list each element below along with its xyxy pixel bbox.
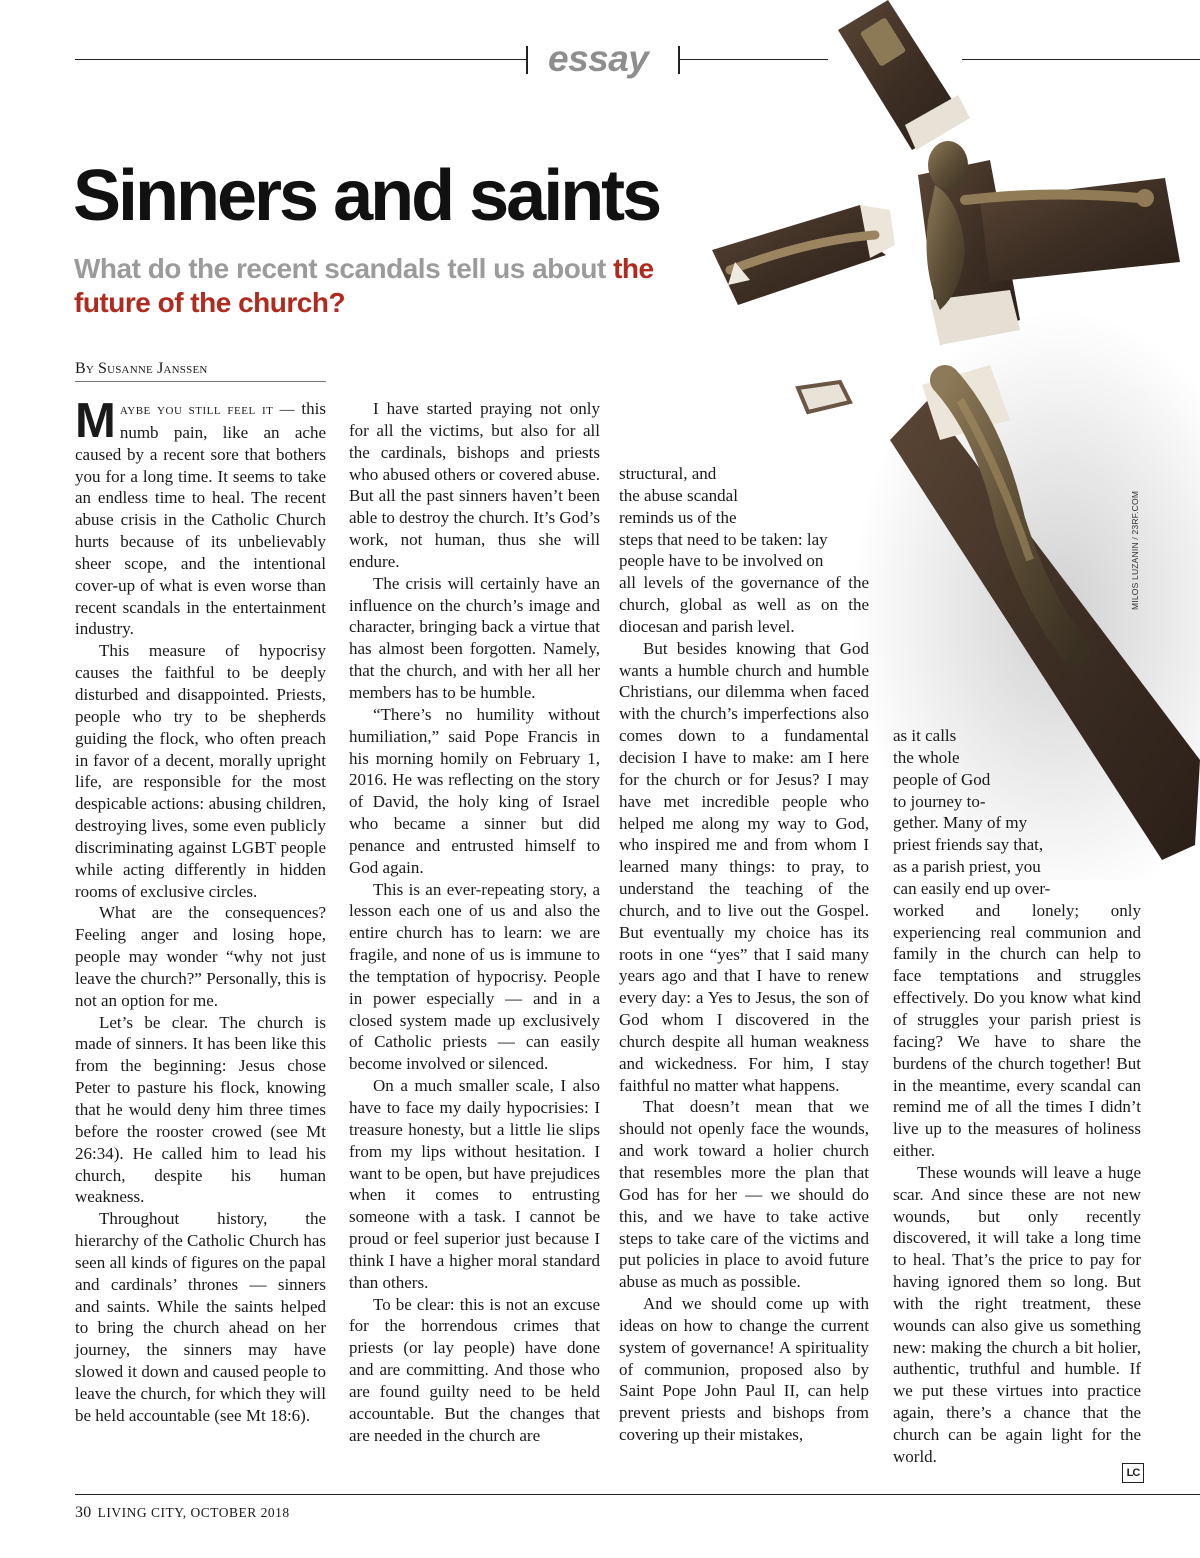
paragraph: Throughout history, the hierarchy of the Catholic Church has seen all kinds of figures on the papal and cardinals’ thrones — sinners and saints. While the saints helped to bring the church ahead on her journey, the sinners may have slowed it down and caused people to leave the church, for which they will be held accountable (see Mt 18:6).	[75, 1209, 326, 1425]
continuation-line: as it calls	[893, 726, 957, 745]
paragraph: “There’s no humility without humiliation,” said Pope Francis in his morning homily on February 1, 2016. He was reflecting on the story of David, the holy king of Israel who became a sinner but did penance and entrusted himself to God again.	[349, 704, 600, 877]
paragraph: To be clear: this is not an excuse for the horrendous crimes that priests (or lay people) have done and are committing. And those who are found guilty need to be held accountable. But the changes that are needed in the church are	[349, 1294, 600, 1445]
paragraph: This is an ever-repeating story, a lesson each one of us and also the entire church has to learn: we are fragile, and none of us is immune to the temptation of hypocrisy. People in power especially — and in a closed system made up exclusively of Catholic priests — can easily become involved or silenced.	[349, 879, 600, 1074]
continuation-line: people have to be involved on	[619, 551, 824, 571]
paragraph: That doesn’t mean that we should not openly face the wounds, and work toward a holier church that resembles more the plan that God has for her — we should do this, and we have to take active steps to take care of the victims and put policies in place to avoid future abuse as much as possible.	[619, 1097, 869, 1292]
folio	[75, 1504, 290, 1522]
paragraph: On a much smaller scale, I also have to face my daily hypocrisies: I treasure honesty, but a little lie slips from my lips without hesitation. I want to be open, but have prejudices when it comes to entrusting someone with a task. I cannot be proud or feel superior just because I think I have a higher moral standard than others.	[349, 1076, 600, 1292]
footer-rule	[75, 1494, 1200, 1495]
continuation-line: gether. Many of my	[893, 813, 1028, 833]
section-label: essay	[548, 38, 649, 79]
paragraph: But besides knowing that God wants a humble church and humble Christians, our dilemma when faced with the church’s imperfections also comes down to a fundamental decision I have to make: am I here for the church or for Jesus? I may have met incredible people who helped me along my way to God, who inspired me and from whom I learned many things: to pray, to understand the teaching of the church, and to live out the Gospel. But eventually my choice has its roots in one “yes” that I said many years ago and that I have to renew every day: a Yes to Jesus, the son of God whom I discovered in the church despite all human weakness and wickedness. For him, I stay faithful no matter what happens.	[619, 638, 869, 1095]
drop-cap: M	[75, 394, 116, 448]
continuation-line: the whole	[893, 747, 960, 767]
article-column-3	[619, 463, 869, 1446]
lead-in: aybe you still feel it —	[119, 402, 296, 418]
byline-rule	[75, 381, 326, 382]
paragraph: all levels of the governance of the church, global as well as on the diocesan and parish level.	[619, 573, 869, 636]
subtitle-highlight: the future of the church?	[74, 253, 654, 318]
paragraph: What are the consequences? Feeling anger and losing hope, people may wonder “why not just leave the church?” Personally, this is not an option for me.	[75, 903, 326, 1010]
article-column-1	[75, 394, 326, 1427]
paragraph: I have started praying not only for all the victims, but also for all the cardinals, bishops and priests who abused others or covered abuse. But all the past sinners haven’t been able to destroy the church. It’s God’s work, not human, thus she will endure.	[349, 399, 600, 571]
continuation-line: reminds us of the	[619, 507, 737, 527]
paragraph: Let’s be clear. The church is made of sinners. It has been like this from the beginning: Jesus chose Peter to pasture his flock, knowing that he would deny him three times before the rooster crowed (see Mt 26:34). He called him to lead his church, despite his human weakness.	[75, 1012, 326, 1207]
publication-line: LIVING CITY, OCTOBER 2018	[97, 1505, 290, 1520]
cross-right-arm	[965, 178, 1180, 282]
paragraph: These wounds will leave a huge scar. And since these are not new wounds, but only recently discovered, it will take a long time to heal. That’s the price to pay for having ignored them so long. But with the right treatment, these wounds can also give us something new: making the church a bit holier, authentic, truthful and humble. If we put these virtues into practice again, there’s a chance that the church can be again light for the world.	[893, 1162, 1141, 1466]
paragraph: The crisis will certainly have an influence on the church’s image and character, bringing back a virtue that has almost been forgotten. Namely, that the church, and with her all her members has to be humble.	[349, 573, 600, 702]
continuation-line: people of God	[893, 769, 991, 789]
author-name: Susanne Janssen	[97, 360, 208, 377]
continuation-line: can easily end up over-	[893, 878, 1051, 898]
photo-credit: MILOS LUZANIN / 23RF.COM	[1130, 490, 1140, 610]
paragraph: This measure of hypocrisy causes the faithful to be deeply disturbed and disappointed. Priests, people who try to be shepherds guiding the flock, who often preach in favor of a decent, morally upright life, are responsible for the most despicable actions: abusing children, destroying lives, some even publicly discriminating against LGBT people while acting differently in hidden rooms of exclusive circles.	[75, 641, 326, 901]
article-subtitle	[74, 252, 694, 320]
paragraph: worked and lonely; only experiencing real communion and family in the church can help to face temptations and struggles effectively. Do you know what kind of struggles your parish priest is facing? We have to share the burdens of the church together! But in the meantime, every scandal can remind me of all the times I didn’t live up to the measures of holiness either.	[893, 900, 1141, 1161]
paragraph: And we should come up with ideas on how to change the current system of governance! A spirituality of communion, proposed also by Saint Pope John Paul II, can help prevent priests and bishops from covering up their mistakes,	[619, 1294, 869, 1445]
article-column-4	[893, 725, 1141, 1468]
page-number: 30	[75, 1504, 92, 1521]
byline	[75, 360, 208, 378]
header-rule-tick-left	[526, 46, 528, 74]
continuation-line: to journey to-	[893, 791, 986, 811]
paragraph-text: this numb pain, like an ache caused by a recent sore that bothers you for a long time. It seems to take an endless time to heal. The recent abuse crisis in the Catholic Church hurts because of its unbelievably sheer scope, and the intentional cover-up of what is even worse than recent scandals in the entertainment industry.	[75, 399, 326, 639]
wood-chip	[798, 382, 850, 412]
continuation-line: as a parish priest, you	[893, 857, 1041, 877]
byline-prefix: By	[75, 360, 95, 377]
continuation-line: the abuse scandal	[619, 485, 738, 505]
article-title: Sinners and saints	[73, 156, 660, 236]
cross-left-arm	[712, 205, 895, 305]
header-rule-tick-right	[678, 46, 680, 74]
continuation-line: structural, and	[619, 464, 717, 483]
end-of-article-logo: LC	[1122, 1463, 1144, 1483]
header-rule-left	[75, 59, 527, 60]
continuation-line: steps that need to be taken: lay	[619, 529, 828, 549]
continuation-line: priest friends say that,	[893, 835, 1044, 855]
cross-top-piece	[838, 0, 970, 150]
article-column-2	[349, 398, 600, 1447]
subtitle-gray: What do the recent scandals tell us about	[74, 253, 614, 284]
paragraph	[75, 394, 326, 640]
